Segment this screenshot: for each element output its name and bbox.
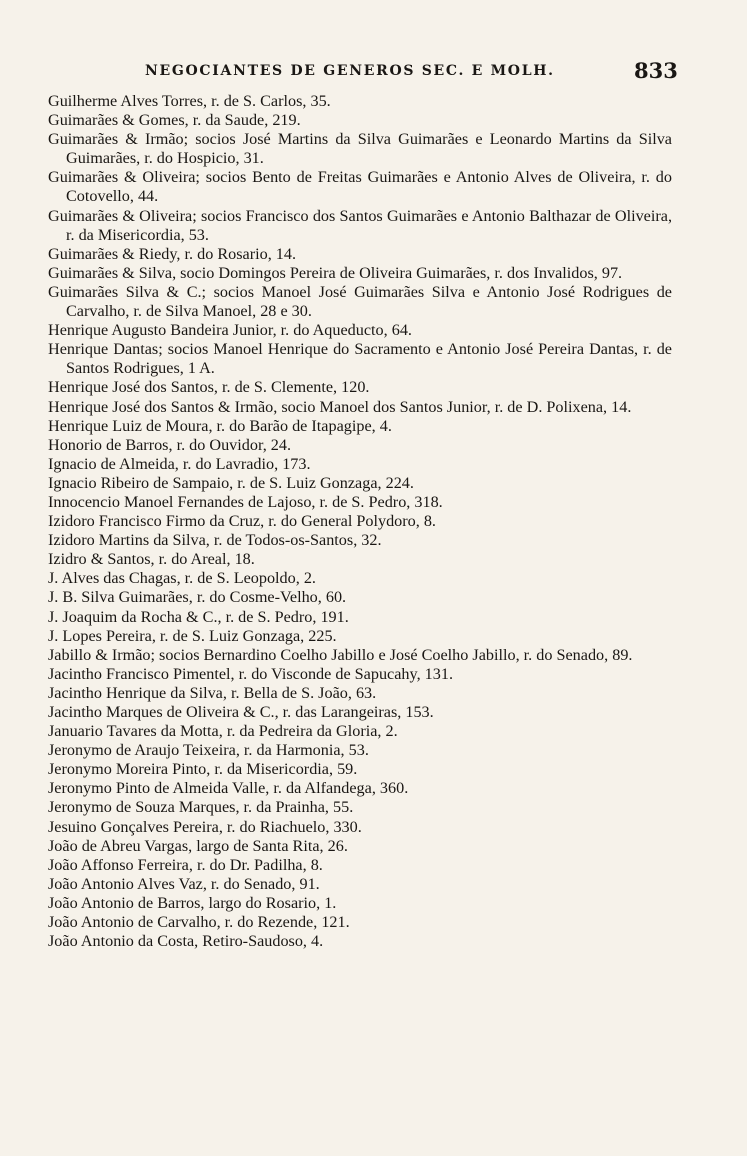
- list-item: Ignacio Ribeiro de Sampaio, r. de S. Luiz Gonzaga, 224.: [48, 473, 414, 492]
- list-item: Januario Tavares da Motta, r. da Pedreira da Gloria, 2.: [48, 722, 398, 741]
- list-item: Guimarães & Silva, socio Domingos Pereira de Oliveira Guimarães, r. dos Invalidos, 97.: [48, 263, 623, 282]
- list-item: João de Abreu Vargas, largo de Santa Rita, 26.: [48, 836, 348, 855]
- list-item: Jeronymo de Araujo Teixeira, r. da Harmonia, 53.: [48, 741, 369, 760]
- list-item: Jesuino Gonçalves Pereira, r. do Riachuelo, 330.: [48, 817, 362, 836]
- list-item: Jacintho Marques de Oliveira & C., r. das Larangeiras, 153.: [48, 703, 434, 721]
- list-item: João Antonio de Carvalho, r. do Rezende, 121.: [48, 913, 350, 932]
- list-item: Izidro & Santos, r. do Areal, 18.: [48, 550, 255, 569]
- list-item: Innocencio Manoel Fernandes de Lajoso, r. de S. Pedro, 318.: [48, 492, 443, 511]
- list-item: J. Lopes Pereira, r. de S. Luiz Gonzaga, 225.: [48, 626, 337, 645]
- list-item: J. B. Silva Guimarães, r. do Cosme-Velho, 60.: [48, 588, 347, 607]
- list-item: Jeronymo Pinto de Almeida Valle, r. da Alfandega, 360.: [48, 779, 409, 798]
- list-item: João Antonio da Costa, Retiro-Saudoso, 4.: [48, 932, 324, 951]
- list-item: Jacintho Henrique da Silva, r. Bella de S. João, 63.: [48, 683, 377, 702]
- list-item: Jeronymo de Souza Marques, r. da Prainha, 55.: [48, 798, 354, 817]
- list-item: Izidoro Martins da Silva, r. de Todos-os-Santos, 32.: [48, 531, 382, 550]
- list-item: Jacintho Francisco Pimentel, r. do Visconde de Sapucahy, 131.: [48, 664, 453, 683]
- list-item: João Affonso Ferreira, r. do Dr. Padilha, 8.: [48, 855, 323, 874]
- page-header: [0, 58, 747, 88]
- running-title: NEGOCIANTES DE GENEROS SEC. E MOLH.: [145, 63, 555, 79]
- list-item: Guimarães & Oliveira; socios Francisco dos Santos Guimarães e Antonio Balthazar de Oliveira, r. da Misericordia, 53.: [48, 206, 672, 244]
- list-item: João Antonio de Barros, largo do Rosario, 1.: [48, 893, 337, 912]
- list-item: Guimarães & Gomes, r. da Saude, 219.: [48, 111, 301, 130]
- list-item: Izidoro Francisco Firmo da Cruz, r. do General Polydoro, 8.: [48, 512, 436, 531]
- list-item: Honorio de Barros, r. do Ouvidor, 24.: [48, 435, 292, 454]
- list-item: Jabillo & Irmão; socios Bernardino Coelho Jabillo e José Coelho Jabillo, r. do Senado, 89.: [48, 645, 633, 664]
- list-item: Guilherme Alves Torres, r. de S. Carlos, 35.: [48, 92, 331, 110]
- list-item: Jeronymo Moreira Pinto, r. da Misericordia, 59.: [48, 760, 358, 779]
- list-item: Guimarães & Oliveira; socios Bento de Freitas Guimarães e Antonio Alves de Oliveira, r. do Cotovello, 44.: [48, 168, 672, 206]
- list-item: Guimarães & Irmão; socios José Martins da Silva Guimarães e Leonardo Martins da Silva Guimarães, r. do Hospicio, 31.: [48, 130, 672, 168]
- list-item: Ignacio de Almeida, r. do Lavradio, 173.: [48, 454, 311, 473]
- list-item: J. Alves das Chagas, r. de S. Leopoldo, 2.: [48, 569, 316, 588]
- list-item: Henrique José dos Santos & Irmão, socio Manoel dos Santos Junior, r. de D. Polixena, 14.: [48, 397, 632, 416]
- list-item: Henrique José dos Santos, r. de S. Clemente, 120.: [48, 378, 370, 397]
- list-item: Guimarães & Riedy, r. do Rosario, 14.: [48, 244, 297, 263]
- list-item: Henrique Augusto Bandeira Junior, r. do Aqueducto, 64.: [48, 321, 412, 340]
- list-item: Henrique Dantas; socios Manoel Henrique do Sacramento e Antonio José Pereira Dantas, r. de Santos Rodrigues, 1 A.: [48, 340, 672, 378]
- list-item: João Antonio Alves Vaz, r. do Senado, 91.: [48, 874, 320, 893]
- list-item: Henrique Luiz de Moura, r. do Barão de Itapagipe, 4.: [48, 416, 392, 435]
- list-item: J. Joaquim da Rocha & C., r. de S. Pedro, 191.: [48, 607, 349, 626]
- merchant-list: [48, 92, 672, 951]
- page-number: 833: [634, 58, 678, 83]
- list-item: Guimarães Silva & C.; socios Manoel José Guimarães Silva e Antonio José Rodrigues de Carvalho, r. de Silva Manoel, 28 e 30.: [48, 282, 672, 321]
